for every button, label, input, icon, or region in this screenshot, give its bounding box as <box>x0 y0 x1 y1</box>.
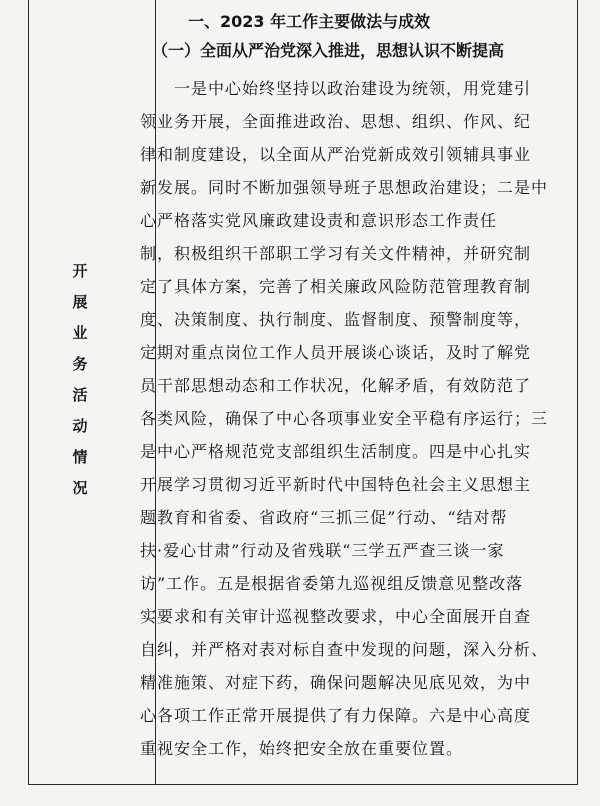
body-line: 员干部思想动态和工作状况，化解矛盾，有效防范了 <box>140 376 532 395</box>
body-line: 扶·爱心甘肃”行动及省残联“三学五严查三谈一家 <box>140 541 505 560</box>
body-line: 心各项工作正常开展提供了有力保障。六是中心高度 <box>140 706 532 725</box>
body-line: 一是中心始终坚持以政治建设为统领，用党建引 <box>174 79 532 98</box>
body-line: 访”工作。五是根据省委第九巡视组反馈意见整改落 <box>140 574 524 593</box>
label-column <box>29 0 155 784</box>
body-line: 定期对重点岗位工作人员开展谈心谈话，及时了解党 <box>140 343 532 362</box>
body-line: 实要求和有关审计巡视整改要求，中心全面展开自查 <box>140 607 532 626</box>
body-line: 度、决策制度、执行制度、监督制度、预警制度等， <box>140 310 532 329</box>
body-line: 制，积极组织干部职工学习有关文件精神，并研究制 <box>140 244 532 263</box>
body-line: 是中心严格规范党支部组织生活制度。四是中心扎实 <box>140 442 532 461</box>
row-label: 开 展 业 务 活 动 情 况 <box>72 262 88 497</box>
body-line: 定了具体方案，完善了相关廉政风险防范管理教育制 <box>140 277 532 296</box>
body-line: 新发展。同时不断加强领导班子思想政治建设；二是中 <box>140 178 549 197</box>
body-line: 领业务开展，全面推进政治、思想、组织、作风、纪 <box>140 112 532 131</box>
subsection-heading: （一）全面从严治党深入推进，思想认识不断提高 <box>152 41 505 60</box>
body-line: 自纠，并严格对表对标自查中发现的问题，深入分析、 <box>140 640 549 659</box>
body-text <box>140 72 560 765</box>
content-cell <box>140 8 560 765</box>
body-line: 开展学习贯彻习近平新时代中国特色社会主义思想主 <box>140 475 532 494</box>
body-line: 题教育和省委、省政府“三抓三促”行动、“结对帮 <box>140 508 508 527</box>
body-line: 心严格落实党风廉政建设责和意识形态工作责任 <box>140 211 498 230</box>
section-heading: 一、2023 年工作主要做法与成效 <box>188 12 431 31</box>
body-line: 各类风险，确保了中心各项事业安全平稳有序运行；三 <box>140 409 549 428</box>
body-line: 律和制度建设，以全面从严治党新成效引领辅具事业 <box>140 145 532 164</box>
body-line: 精准施策、对症下药，确保问题解决见底见效，为中 <box>140 673 532 692</box>
body-line: 重视安全工作，始终把安全放在重要位置。 <box>140 739 464 758</box>
